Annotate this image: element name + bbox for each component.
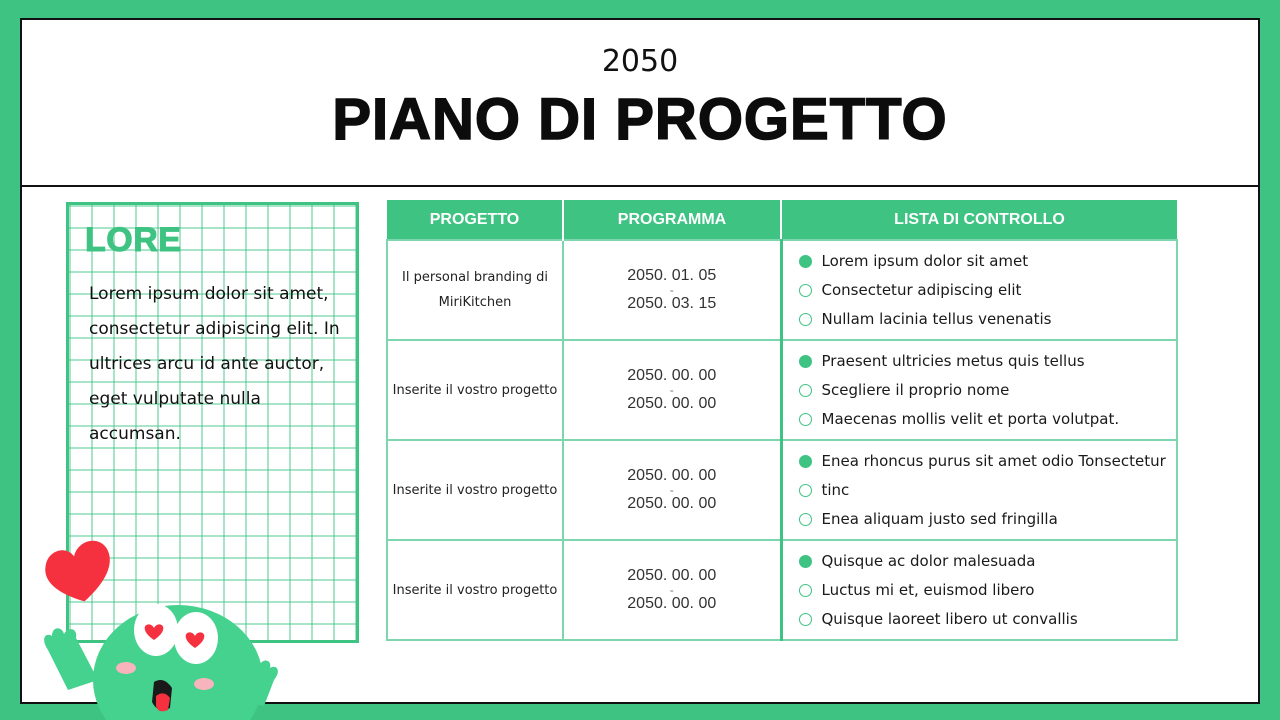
checklist-text: Quisque laoreet libero ut convallis (821, 610, 1078, 628)
checklist-item[interactable] (799, 505, 1177, 534)
checklist-item[interactable] (799, 247, 1177, 276)
checklist-item[interactable] (799, 576, 1177, 605)
end-date: 2050. 00. 00 (627, 595, 717, 612)
unchecked-circle-icon[interactable] (799, 584, 812, 597)
page-title: PIANO DI PROGETTO (332, 87, 948, 152)
date-separator: - (669, 483, 674, 497)
checklist-text: Luctus mi et, euismod libero (821, 581, 1035, 599)
checklist-cell (781, 340, 1177, 440)
checklist-item[interactable] (799, 476, 1177, 505)
checked-circle-icon[interactable] (799, 455, 812, 468)
checklist-item[interactable] (799, 347, 1177, 376)
checked-circle-icon[interactable] (799, 555, 812, 568)
heart-icon (42, 539, 115, 607)
end-date: 2050. 00. 00 (627, 495, 717, 512)
note-body: Lorem ipsum dolor sit amet, consectetur adipiscing elit. In ultrices arcu id ante auctor, eget vulputate nulla accumsan. (89, 284, 340, 444)
year-label: 2050 (601, 44, 679, 79)
checklist-cell (781, 240, 1177, 340)
date-separator: - (669, 283, 674, 297)
project-cell: Il personal branding di MiriKitchen (387, 240, 563, 340)
start-date: 2050. 01. 05 (627, 267, 717, 284)
green-monster-icon (44, 604, 278, 720)
header-progetto: PROGETTO (387, 200, 563, 240)
checklist-item[interactable] (799, 405, 1177, 434)
date-separator: - (669, 583, 674, 597)
checklist-text: Praesent ultricies metus quis tellus (821, 352, 1085, 370)
project-cell: Inserite il vostro progetto (387, 540, 563, 640)
end-date: 2050. 03. 15 (627, 295, 717, 312)
unchecked-circle-icon[interactable] (799, 513, 812, 526)
end-date: 2050. 00. 00 (627, 395, 717, 412)
checklist-text: tinc (821, 481, 850, 499)
date-separator: - (669, 383, 674, 397)
start-date: 2050. 00. 00 (627, 367, 717, 384)
note-title: LORE (85, 221, 182, 259)
unchecked-circle-icon[interactable] (799, 484, 812, 497)
table-header-row (387, 200, 1177, 240)
table-row (387, 340, 1177, 440)
project-cell: Inserite il vostro progetto (387, 440, 563, 540)
checklist-text: Enea aliquam justo sed fringilla (821, 510, 1058, 528)
project-plan-table (386, 200, 1178, 641)
checklist-item[interactable] (799, 605, 1177, 634)
checklist-text: Maecenas mollis velit et porta volutpat. (821, 410, 1120, 428)
unchecked-circle-icon[interactable] (799, 313, 812, 326)
mascot-illustration (38, 530, 298, 720)
start-date: 2050. 00. 00 (627, 467, 717, 484)
checklist-text: Quisque ac dolor malesuada (821, 552, 1036, 570)
checklist-item[interactable] (799, 276, 1177, 305)
unchecked-circle-icon[interactable] (799, 413, 812, 426)
checklist-text: Lorem ipsum dolor sit amet (821, 252, 1029, 270)
unchecked-circle-icon[interactable] (799, 613, 812, 626)
checklist-text: Nullam lacinia tellus venenatis (821, 310, 1052, 328)
checklist-cell (781, 540, 1177, 640)
unchecked-circle-icon[interactable] (799, 284, 812, 297)
schedule-cell (563, 340, 781, 440)
checklist-item[interactable] (799, 305, 1177, 334)
table-row (387, 540, 1177, 640)
header-lista-di-controllo: LISTA DI CONTROLLO (781, 200, 1177, 240)
header-programma: PROGRAMMA (563, 200, 781, 240)
table-row (387, 440, 1177, 540)
checked-circle-icon[interactable] (799, 255, 812, 268)
start-date: 2050. 00. 00 (627, 567, 717, 584)
table-row (387, 240, 1177, 340)
checklist-text: Scegliere il proprio nome (821, 381, 1010, 399)
schedule-cell (563, 240, 781, 340)
checklist-text: Consectetur adipiscing elit (821, 281, 1022, 299)
checklist-item[interactable] (799, 376, 1177, 405)
project-cell: Inserite il vostro progetto (387, 340, 563, 440)
schedule-cell (563, 540, 781, 640)
header (22, 20, 1258, 187)
schedule-cell (563, 440, 781, 540)
unchecked-circle-icon[interactable] (799, 384, 812, 397)
checklist-text: Enea rhoncus purus sit amet odio Tonsectetur (821, 452, 1166, 470)
checklist-cell (781, 440, 1177, 540)
checked-circle-icon[interactable] (799, 355, 812, 368)
checklist-item[interactable] (799, 547, 1177, 576)
checklist-item[interactable] (799, 447, 1177, 476)
